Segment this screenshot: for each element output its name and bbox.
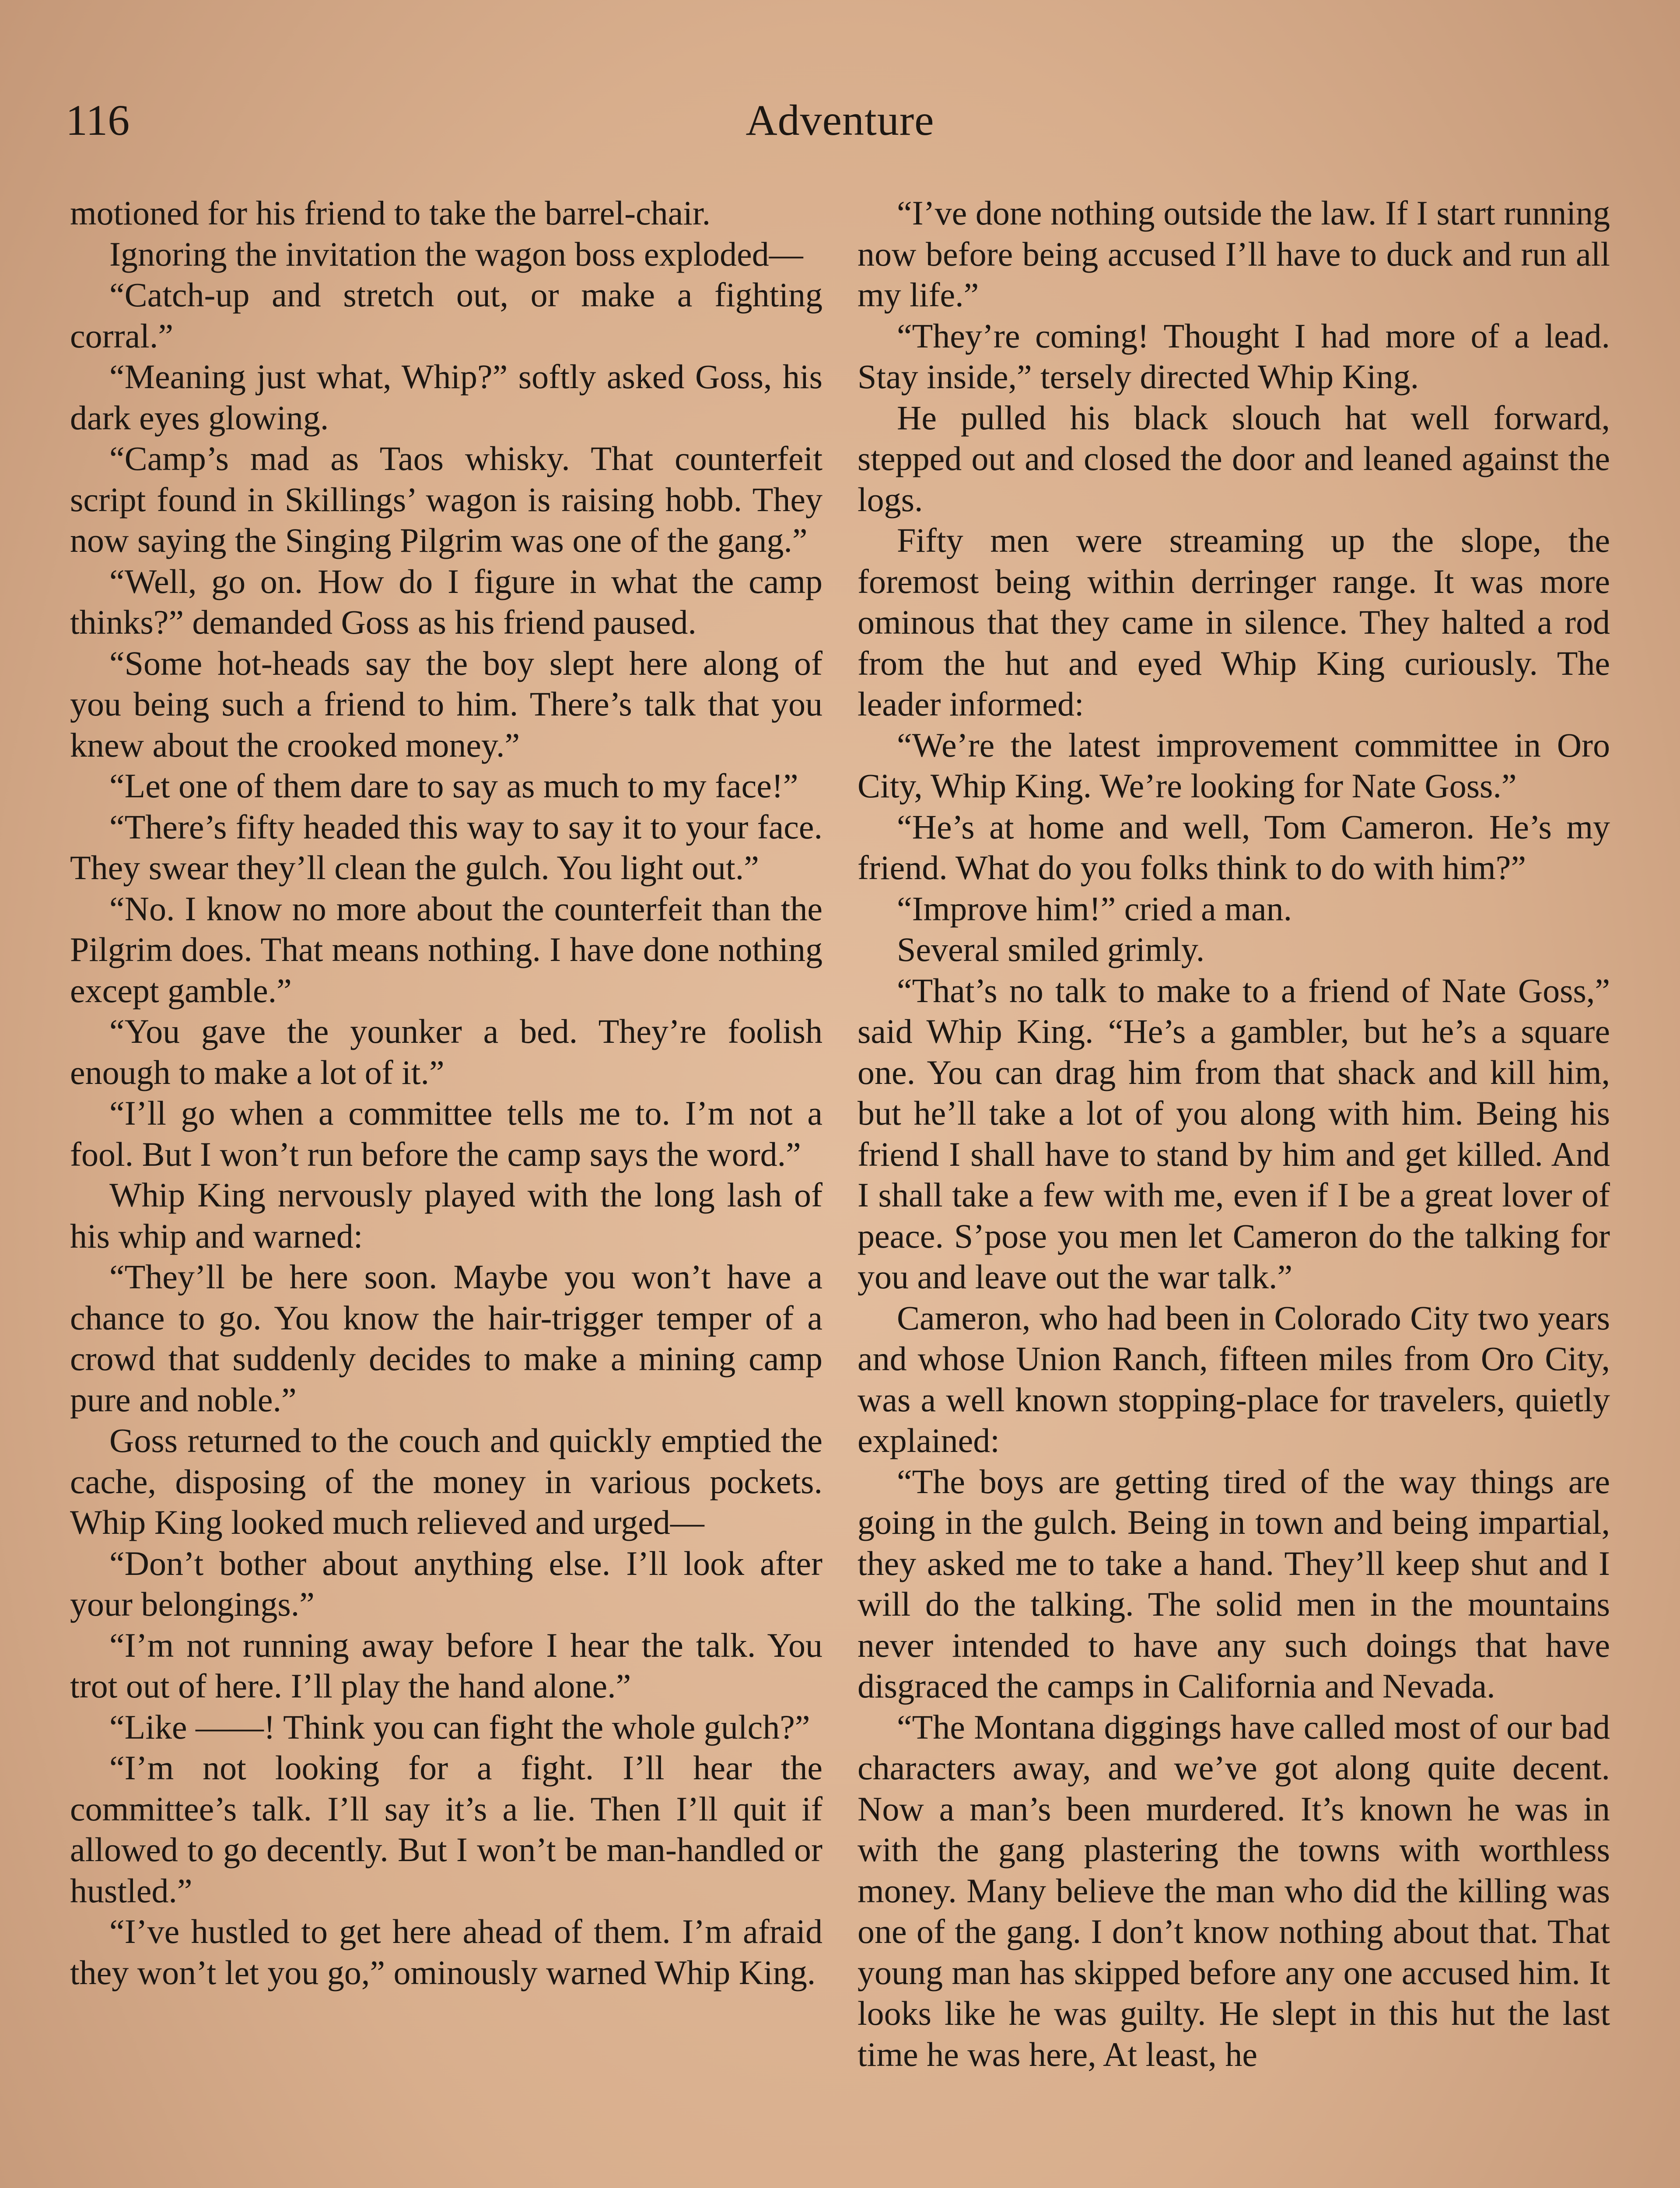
paragraph: Ignoring the invitation the wagon boss exploded— — [109, 235, 803, 273]
paragraph: Fifty men were streaming up the slope, the foremost being within derringer range. It was more ominous that they came in silence. They halted a rod from the hut and eyed Whip King curiously. The leader informed: — [858, 521, 1610, 723]
paragraph: “They’ll be here soon. Maybe you won’t have a chance to go. You know the hair-trigger temper of a crowd that suddenly decides to make a mining camp pure and noble.” — [70, 1258, 822, 1419]
paragraph: He pulled his black slouch hat well forward, stepped out and closed the door and leaned against the logs. — [858, 398, 1610, 519]
paragraph: motioned for his friend to take the barrel-chair. — [70, 194, 711, 232]
paragraph: “Meaning just what, Whip?” softly asked Goss, his dark eyes glowing. — [70, 358, 822, 437]
paragraph: “I’m not looking for a fight. I’ll hear the committee’s talk. I’ll say it’s a lie. Then I’ll quit if allowed to go decently. But I won’t be man-handled or hustled.” — [70, 1749, 822, 1910]
paragraph: “No. I know no more about the counterfeit than the Pilgrim does. That means nothing. I have done nothing except gamble.” — [70, 889, 822, 1010]
paragraph: “Let one of them dare to say as much to my face!” — [109, 767, 798, 805]
paragraph: “Like ——! Think you can fight the whole gulch?” — [109, 1708, 810, 1746]
paragraph: “The boys are getting tired of the way things are going in the gulch. Being in town and being impartial, they asked me to take a hand. They’ll keep shut and I will do the talking. The solid men in the mountains never intended to have any such doings that have disgraced the camps in California and Nevada. — [858, 1462, 1610, 1705]
paragraph: “I’ve done nothing outside the law. If I start running now before being accused I’ll have to duck and run all my life.” — [858, 194, 1610, 314]
paragraph: Several smiled grimly. — [897, 930, 1205, 968]
paragraph: “That’s no talk to make to a friend of Nate Goss,” said Whip King. “He’s a gambler, but he’s a square one. You can drag him from that shack and kill him, but he’ll take a lot of you along with him. Being his friend I shall have to stand by him and get killed. And I shall take a few with me, even if I be a great lover of peace. S’pose you men let Cameron do the talking for you and leave out the war talk.” — [858, 971, 1610, 1296]
paragraph: Whip King nervously played with the long lash of his whip and warned: — [70, 1176, 822, 1255]
paragraph: “You gave the younker a bed. They’re foolish enough to make a lot of it.” — [70, 1012, 822, 1091]
paragraph: “We’re the latest improvement committee in Oro City, Whip King. We’re looking for Nate Goss.” — [858, 726, 1610, 805]
page-number: 116 — [66, 96, 130, 144]
paragraph: “Camp’s mad as Taos whisky. That counterfeit script found in Skillings’ wagon is raising hobb. They now saying the Singing Pilgrim was one of the gang.” — [70, 439, 822, 559]
page-header — [66, 92, 1614, 149]
running-title: Adventure — [746, 96, 934, 144]
paragraph: “Well, go on. How do I figure in what the camp thinks?” demanded Goss as his friend paused. — [70, 562, 822, 641]
paragraph: “The Montana diggings have called most of our bad characters away, and we’ve got along quite decent. Now a man’s been murdered. It’s known he was in with the gang plastering the towns with worthless money. Many believe the man who did the killing was one of the gang. I don’t know nothing about that. That young man has skipped before any one accused him. It looks like he was guilty. He slept in this hut the last time he was here, At least, he — [858, 1708, 1610, 2073]
paragraph: “Don’t bother about anything else. I’ll look after your belongings.” — [70, 1544, 822, 1623]
left-column — [70, 193, 822, 2188]
right-column — [858, 193, 1610, 2188]
paragraph: “He’s at home and well, Tom Cameron. He’s my friend. What do you folks think to do with him?” — [858, 807, 1610, 887]
paragraph: “There’s fifty headed this way to say it to your face. They swear they’ll clean the gulch. You light out.” — [70, 807, 822, 887]
paragraph: Goss returned to the couch and quickly emptied the cache, disposing of the money in various pockets. Whip King looked much relieved and urged— — [70, 1421, 822, 1541]
paragraph: “Some hot-heads say the boy slept here along of you being such a friend to him. There’s talk that you knew about the crooked money.” — [70, 644, 822, 764]
paragraph: “They’re coming! Thought I had more of a lead. Stay inside,” tersely directed Whip King. — [858, 316, 1610, 396]
paragraph: Cameron, who had been in Colorado City two years and whose Union Ranch, fifteen miles from Oro City, was a well known stopping-place for travelers, quietly explained: — [858, 1298, 1610, 1459]
paragraph: “I’m not running away before I hear the talk. You trot out of here. I’ll play the hand alone.” — [70, 1626, 822, 1705]
paragraph: “Catch-up and stretch out, or make a fighting corral.” — [70, 276, 822, 355]
paragraph: “I’ll go when a committee tells me to. I’m not a fool. But I won’t run before the camp says the word.” — [70, 1094, 822, 1173]
paragraph: “Improve him!” cried a man. — [897, 889, 1292, 928]
paragraph: “I’ve hustled to get here ahead of them. I’m afraid they won’t let you go,” ominously warned Whip King. — [70, 1912, 822, 1992]
